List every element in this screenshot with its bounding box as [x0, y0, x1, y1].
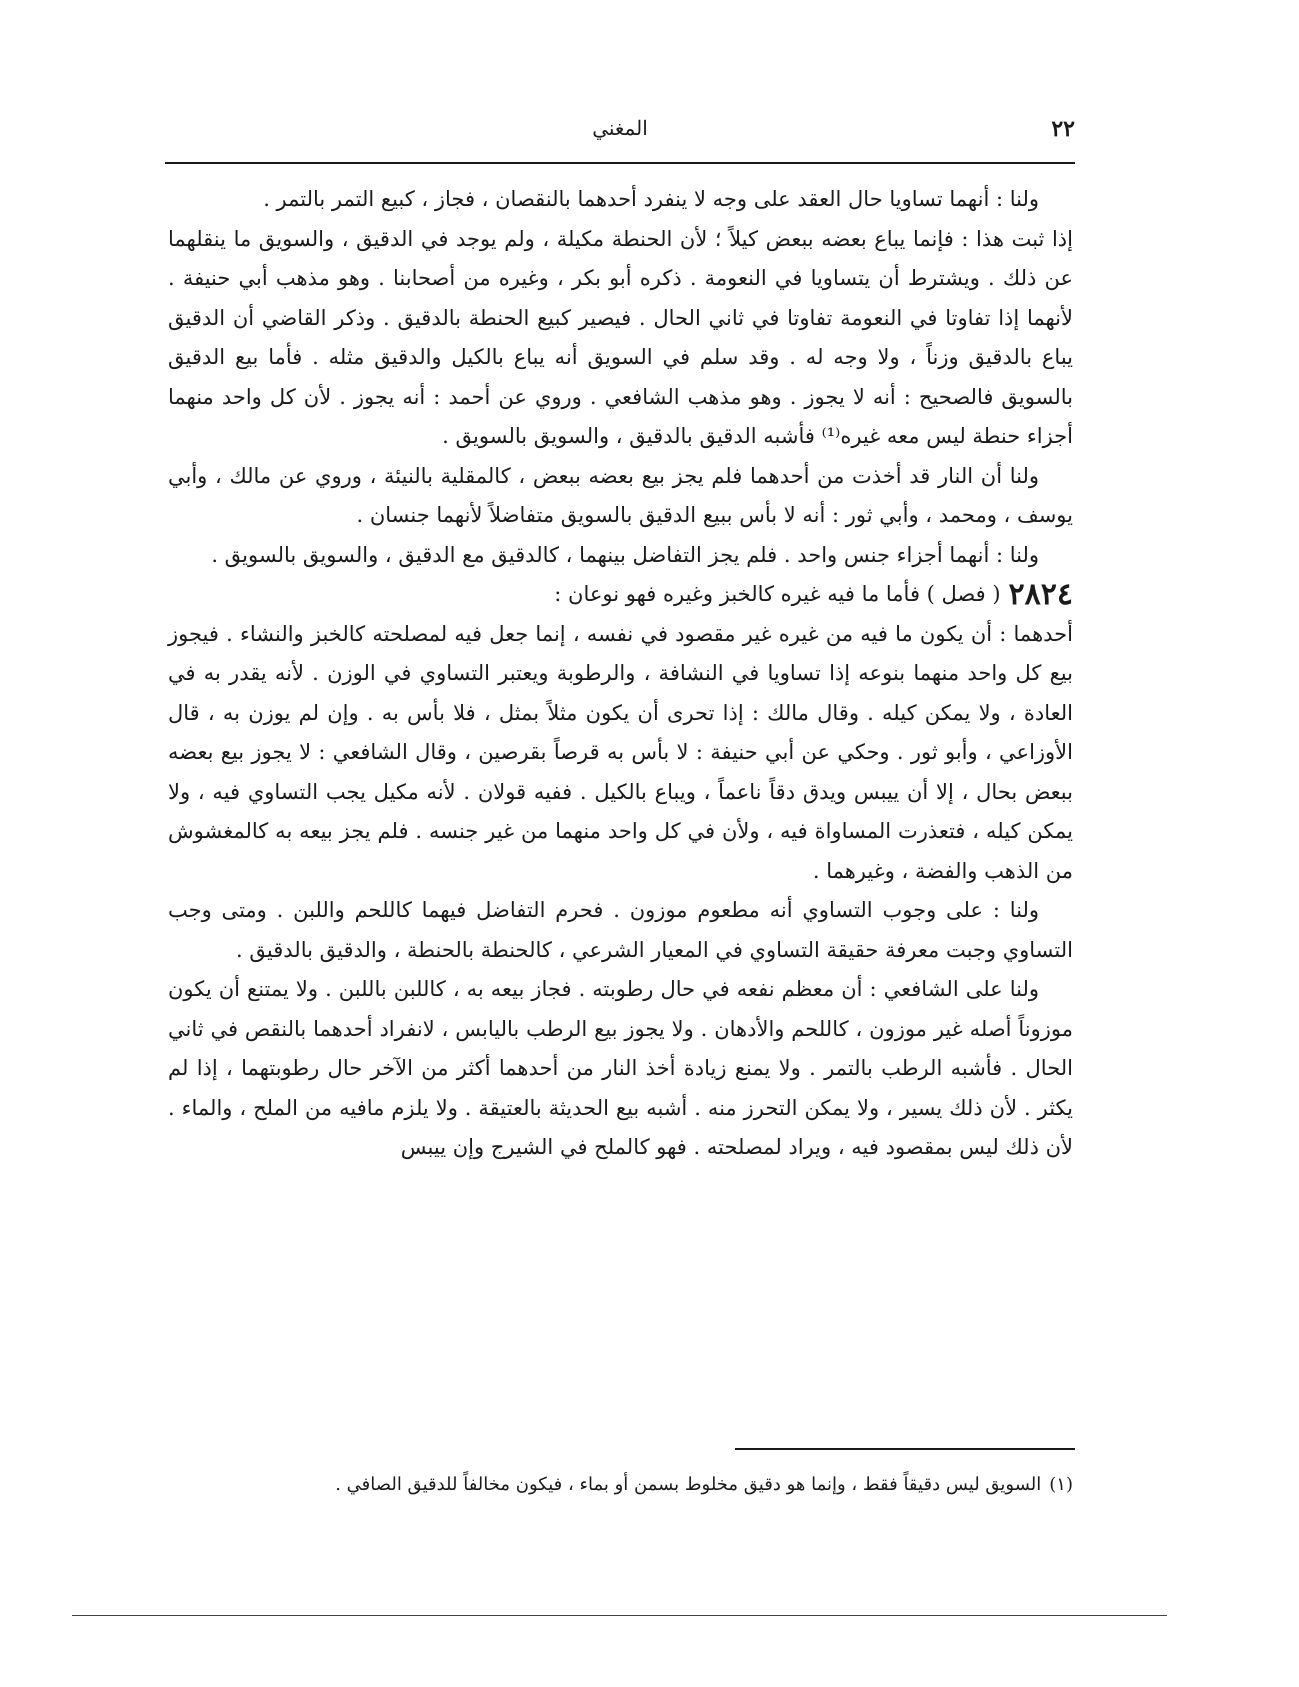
footnote-text: السويق ليس دقيقاً فقط ، وإنما هو دقيق مخلوط بسمن أو بماء ، فيكون مخالفاً للدقيق الصافي . — [335, 1474, 1042, 1495]
paragraph: ولنا على الشافعي : أن معظم نفعه في حال رطوبته . فجاز بيعه به ، كاللبن باللبن . ولا يمتنع أن يكون موزوناً أصله غير موزون ، كاللحم والأدهان . ولا يجوز بيع الرطب باليابس ، لانفراد أحدهما بالنقص في ثاني الحال . فأشبه الرطب بالتمر . ولا يمنع زيادة أخذ النار من أحدهما أكثر من الآخر حال رطوبتهما ، إذا لم يكثر . لأن ذلك يسير ، ولا يمكن التحرز منه . أشبه بيع الحديثة بالعتيقة . ولا يلزم مافيه من الملح ، والماء . لأن ذلك ليس بمقصود فيه ، ويراد لمصلحته . فهو كالملح في الشيرج وإن ييبس — [168, 977, 1073, 1159]
section-title: ( فصل ) فأما ما فيه غيره كالخبز وغيره فهو نوعان : — [554, 582, 1001, 606]
paragraph: ولنا : أنهما تساويا حال العقد على وجه لا ينفرد أحدهما بالنقصان ، فجاز ، كبيع التمر بالتمر . — [263, 187, 1039, 211]
page-number: ٢٢ — [1051, 116, 1075, 142]
paragraph: ولنا : أنهما أجزاء جنس واحد . فلم يجز التفاضل بينهما ، كالدقيق مع الدقيق ، والسويق بالسويق . — [211, 542, 1039, 567]
footnote-marker: (١) — [1049, 1474, 1073, 1495]
section-heading — [168, 575, 1073, 615]
footnote — [168, 1470, 1073, 1500]
paragraph: ولنا أن النار قد أخذت من أحدهما فلم يجز بيع بعضه ببعض ، كالمقلية بالنيئة ، وروي عن مالك ، وأبي يوسف ، ومحمد ، وأبي ثور : أنه لا بأس ببيع الدقيق بالسويق متفاضلاً لأنهما جنسان . — [168, 463, 1073, 527]
page-header — [165, 112, 1075, 152]
footnote-divider — [735, 1448, 1075, 1450]
paragraph: أحدهما : أن يكون ما فيه من غيره غير مقصود في نفسه ، إنما جعل فيه لمصلحته كالخبز والنشاء . فيجوز بيع كل واحد منهما بنوعه إذا تساويا في النشافة ، والرطوبة ويعتبر التساوي في الوزن . لأنه يقدر به في العادة ، ولا يمكن كيله . وقال مالك : إذا تحرى أن يكون مثلاً بمثل ، فلا بأس به . وإن لم يوزن به ، قال الأوزاعي ، وأبو ثور . وحكي عن أبي حنيفة : لا بأس به قرصاً بقرصين ، وقال الشافعي : لا يجوز بيع بعضه ببعض بحال ، إلا أن ييبس ويدق دقاً ناعماً ، ويباع بالكيل . ففيه قولان . لأنه مكيل يجب التساوي فيه ، ولا يمكن كيله ، فتعذرت المساواة فيه ، ولأن في كل واحد منهما من غير جنسه . فلم يجز بيعه به كالمغشوش من الذهب والفضة ، وغيرهما . — [168, 621, 1073, 883]
main-text — [168, 180, 1073, 1168]
paragraph: إذا ثبت هذا : فإنما يباع بعضه ببعض كيلاً ؛ لأن الحنطة مكيلة ، ولم يوجد في الدقيق ، والسويق ما ينقلهما عن ذلك . ويشترط أن يتساويا في النعومة . ذكره أبو بكر ، وغيره من أصحابنا . وهو مذهب أبي حنيفة . لأنهما إذا تفاوتا في النعومة تفاوتا في ثاني الحال . فيصير كبيع الحنطة بالدقيق . وذكر القاضي أن الدقيق يباع بالدقيق وزناً ، ولا وجه له . وقد سلم في السويق أنه يباع بالكيل والدقيق مثله . فأما بيع الدقيق بالسويق فالصحيح : أنه لا يجوز . وهو مذهب الشافعي . وروي عن أحمد : أنه يجوز . لأن كل واحد منهما أجزاء حنطة ليس معه غيره⁽¹⁾ فأشبه الدقيق بالدقيق ، والسويق بالسويق . — [168, 226, 1073, 448]
section-number: ٢٨٢٤ — [1008, 577, 1073, 612]
paragraph: ولنا : على وجوب التساوي أنه مطعوم موزون . فحرم التفاضل فيهما كاللحم واللبن . ومتى وجب التساوي وجبت معرفة حقيقة التساوي في المعيار الشرعي ، كالحنطة بالحنطة ، والدقيق بالدقيق . — [168, 898, 1073, 962]
header-divider — [165, 162, 1075, 164]
running-title: المغني — [592, 116, 648, 140]
page-bottom-edge — [72, 1615, 1167, 1616]
